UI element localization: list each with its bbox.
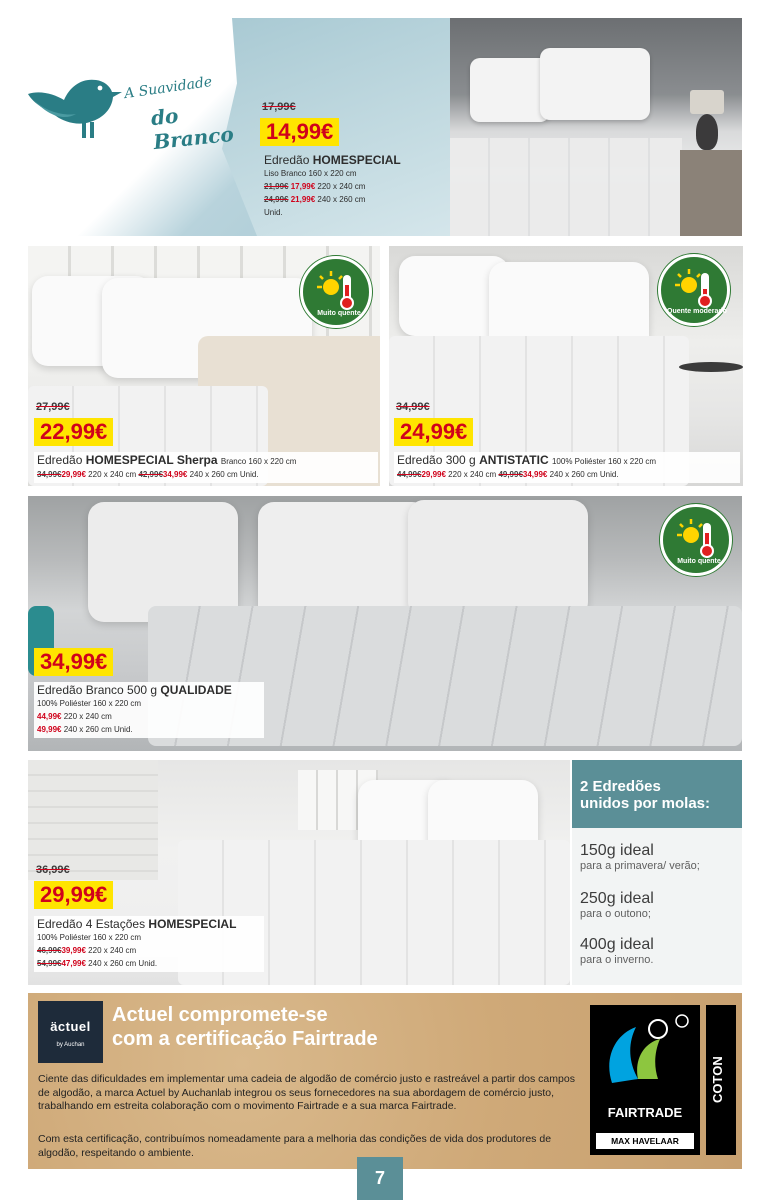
hero-price: 14,99€ (260, 118, 339, 146)
pillow (470, 58, 550, 122)
qualidade-product-info (34, 682, 264, 738)
nightstand (680, 150, 742, 236)
thermal-badge-very-warm (660, 504, 732, 576)
info-item-title: 150g ideal (580, 842, 654, 859)
info-item-150g (580, 842, 700, 873)
footer-paragraph-2: Com esta certificação, contribuímos nomeadamente para a melhoria das condições de vida dos produtores de algodão, respeitando o ambiente. (38, 1133, 552, 1159)
sherpa-product-name: Edredão HOMESPECIAL Sherpa Branco 160 x 220 cm (37, 453, 297, 467)
qualidade-size-1: 44,99€ 220 x 240 cm (37, 712, 112, 721)
fairtrade-logo (590, 1005, 700, 1155)
antistatic-old-price: 34,99€ (396, 401, 430, 413)
estacoes-size-1: 46,99€39,99€ 220 x 240 cm (37, 946, 137, 955)
hero-size-line-2: 21,99€ 17,99€ 220 x 240 cm (264, 182, 366, 191)
pillow (540, 48, 650, 120)
hero-unit: Unid. (264, 208, 283, 217)
qualidade-desc: 100% Poliéster 160 x 220 cm (37, 699, 142, 708)
antistatic-price: 24,99€ (394, 418, 473, 446)
thermal-badge-moderate (658, 254, 730, 326)
hero-product-desc: Liso Branco 160 x 220 cm (264, 169, 357, 178)
info-item-desc: para a primavera/ verão; (580, 860, 700, 872)
sherpa-product-info (34, 452, 378, 483)
lamp-shade (690, 90, 724, 114)
info-item-desc: para o outono; (580, 908, 651, 920)
lamp-base (696, 114, 718, 150)
brand-logo (20, 60, 235, 155)
estacoes-price: 29,99€ (34, 881, 113, 909)
qualidade-product-name: Edredão Branco 500 g QUALIDADE (37, 683, 232, 697)
actuel-logo-text: äctuel (50, 1019, 91, 1034)
antistatic-product-name: Edredão 300 g ANTISTATIC 100% Poliéster 160 x 220 cm (397, 453, 657, 467)
estacoes-desc: 100% Poliéster 160 x 220 cm (37, 933, 142, 942)
badge-label: Muito quente (317, 310, 361, 317)
qualidade-size-2: 49,99€ 240 x 260 cm Unid. (37, 725, 133, 734)
hero-product-name: Edredão HOMESPECIAL (264, 153, 401, 167)
footer-title-line-2: com a certificação Fairtrade (112, 1028, 378, 1050)
hero-product-info (264, 154, 464, 219)
sherpa-size-lines: 34,99€29,99€ 220 x 240 cm 42,99€34,99€ 240 x 260 cm Unid. (37, 470, 259, 479)
actuel-logo (38, 1001, 103, 1063)
pillow (88, 502, 238, 622)
thermal-badge-very-warm (300, 256, 372, 328)
estacoes-size-2: 54,99€47,99€ 240 x 260 cm Unid. (37, 959, 158, 968)
sun-thermometer-icon (663, 507, 735, 579)
badge-label: Quente moderado (667, 308, 727, 315)
bedroom-photo-top (450, 18, 742, 236)
footer-paragraph-1: Ciente das dificuldades em implementar uma cadeia de algodão de comércio justo e rastreável a partir dos campos de algodão, a marca Actuel by Auchanlab integrou os seus fornecedores na sua abordagem de comércio justo, trabalhando em estreita colaboração com o movimento Fairtrade e a sua marca Fairtrade. (38, 1073, 575, 1112)
info-item-desc: para o inverno. (580, 954, 654, 966)
coton-label-box (706, 1005, 736, 1155)
info-item-250g (580, 890, 654, 921)
estacoes-old-price: 36,99€ (36, 864, 70, 876)
info-heading-line-1: 2 Edredões (580, 778, 661, 795)
info-item-title: 400g ideal (580, 936, 654, 953)
antistatic-product-info (394, 452, 740, 483)
estacoes-product-name: Edredão 4 Estações HOMESPECIAL (37, 917, 237, 931)
hero-old-price: 17,99€ (262, 101, 296, 113)
fairtrade-name: FAIRTRADE (607, 1105, 683, 1120)
weights-info-box (572, 760, 742, 985)
info-heading (572, 760, 742, 828)
duvet (450, 138, 682, 236)
fairtrade-footer (28, 993, 742, 1169)
logo-line-2: do Branco (149, 103, 235, 155)
side-table (679, 362, 743, 372)
badge-label: Muito quente (677, 558, 721, 565)
pillow (408, 500, 588, 618)
estacoes-product-info (34, 916, 264, 972)
footer-title-line-1: Actuel compromete-se (112, 1004, 328, 1026)
sherpa-price: 22,99€ (34, 418, 113, 446)
qualidade-price: 34,99€ (34, 648, 113, 676)
coton-label: COTON (710, 1056, 725, 1104)
info-heading-line-2: unidos por molas: (580, 795, 711, 812)
antistatic-size-lines: 44,99€29,99€ 220 x 240 cm 49,99€34,99€ 240 x 260 cm Unid. (397, 470, 619, 479)
footer-title (112, 1003, 512, 1051)
actuel-logo-sub: by Auchan (56, 1042, 85, 1048)
brick-wall (28, 760, 158, 880)
info-item-400g (580, 936, 654, 967)
page-number: 7 (357, 1157, 403, 1200)
sherpa-old-price: 27,99€ (36, 401, 70, 413)
logo-line-1: A Suavidade (123, 73, 214, 103)
bird-icon (20, 60, 130, 140)
info-item-title: 250g ideal (580, 890, 654, 907)
sun-thermometer-icon (303, 259, 375, 331)
fairtrade-symbol-icon (598, 1013, 692, 1099)
max-havelaar-label: MAX HAVELAAR (596, 1133, 694, 1149)
sun-thermometer-icon (661, 257, 733, 329)
hero-size-line-3: 24,99€ 21,99€ 240 x 260 cm (264, 195, 366, 204)
